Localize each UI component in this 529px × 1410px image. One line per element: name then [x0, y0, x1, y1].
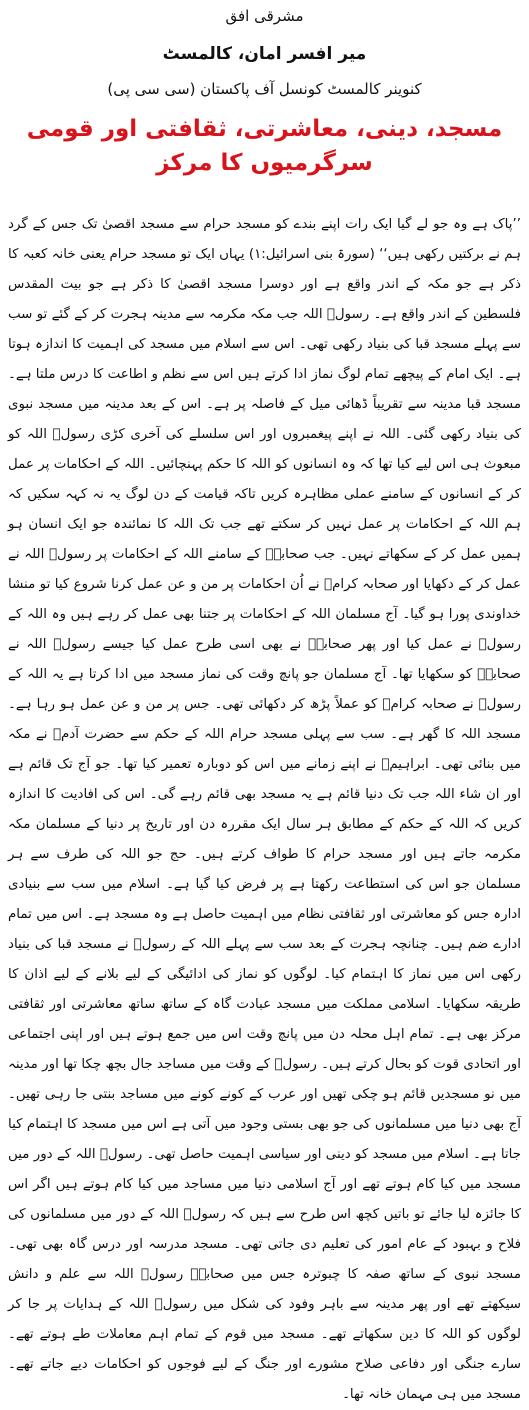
article-body	[8, 210, 521, 1410]
author-byline: میر افسر امان، کالمسٹ	[162, 44, 367, 64]
article-body-text: ’’پاک ہے وہ جو لے گیا ایک رات اپنے بندے کو مسجد حرام سے مسجد اقصیٰ تک جس کے گرد ہم نے برکتیں رکھی ہیں‘‘ (سورۃ بنی اسرائیل:۱) یہاں ایک تو مسجد حرام یعنی خانہ کعبہ کا ذکر ہے جو مکہ کے اندر واقع ہے اور دوسرا مسجد اقصیٰ کا ذکر ہے جو بیت المقدس فلسطین کے اندر واقع ہے۔ رسولؐ اللہ جب مکہ مکرمہ سے مدینہ ہجرت کر کے گئے تو سب سے پہلے مسجد قبا کی بنیاد رکھی تھی۔ اس سے اسلام میں مسجد کی اہمیت کا اندازہ ہوتا ہے۔ ایک امام کے پیچھے تمام لوگ نماز ادا کرتے ہیں اس سے نظم و اطاعت کا درس ملتا ہے۔ مسجد قبا مدینہ سے تقریباً ڈھائی میل کے فاصلہ پر ہے۔ اس کے بعد مدینہ میں مسجد نبوی کی بنیاد رکھی گئی۔ اللہ نے اپنے پیغمبروں اور اس سلسلے کی آخری کڑی رسولؐ اللہ کو مبعوث ہی اس لیے کیا تھا کہ وہ انسانوں کو اللہ کا حکم پہنچائیں۔ اللہ کے احکامات پر عمل کر کے انسانوں کے سامنے عملی مظاہرہ کریں تاکہ قیامت کے دن لوگ یہ نہ کہہ سکیں کہ ہم اللہ کے احکامات پر عمل نہیں کر سکتے تھے جب تک اللہ کا نمائندہ جو ایک انسان ہو ہمیں عمل کر کے سکھاتے نہیں۔ جب صحابہؓ کے سامنے اللہ کے احکامات پر رسولؐ اللہ نے عمل کر کے دکھایا اور صحابہ کرامؓ نے اُن احکامات پر من و عن عمل کرنا شروع کیا تو منشا خداوندی پورا ہو گیا۔ آج مسلمان اللہ کے احکامات پر جتنا بھی عمل کر رہے ہیں وہ اللہ کے رسولؐ نے عمل کیا اور پھر صحابہؓ نے بھی اسی طرح عمل کیا جیسے رسولؐ اللہ نے صحابہؓ کو سکھایا تھا۔ آج مسلمان جو پانچ وقت کی نماز مسجد میں ادا کرتا ہے یہ اللہ کے رسولؐ نے صحابہ کرامؓ کو عملاً پڑھ کر دکھائی تھی۔ جس پر من و عن عمل ہو رہا ہے۔ مسجد اللہ کا گھر ہے۔ سب سے پہلی مسجد حرام اللہ کے حکم سے حضرت آدمؑ نے مکہ میں بنائی تھی۔ ابراہیمؑ نے اپنے زمانے میں اس کو دوبارہ تعمیر کیا تھا۔ جو آج تک قائم ہے اور ان شاء اللہ جب تک دنیا قائم ہے یہ مسجد بھی قائم رہے گی۔ اس کی افادیت کا اندازہ کریں کہ اللہ کے حکم کے مطابق ہر سال ایک مقررہ دن اور تاریخ پر دنیا کے مسلمان مکہ مکرمہ جاتے ہیں اور مسجد حرام کا طواف کرتے ہیں۔ حج جو اللہ کی طرف سے ہر مسلمان جو اس کی استطاعت رکھتا ہے پر فرض کیا گیا ہے۔ اسلام میں سب سے بنیادی ادارہ جس کو معاشرتی اور ثقافتی نظام میں اہمیت حاصل ہے وہ مسجد ہے۔ اس میں تمام ادارے ضم ہیں۔ چنانچہ ہجرت کے بعد سب سے پہلے اللہ کے رسولؐ نے مسجد قبا کی بنیاد رکھی اس میں نماز کا اہتمام کیا۔ لوگوں کو نماز کی ادائیگی کے لیے بلانے کے لیے اذان کا طریقہ سکھایا۔ اسلامی مملکت میں مسجد عبادت گاہ کے ساتھ ساتھ معاشرتی اور ثقافتی مرکز بھی ہے۔ تمام اہل محلہ دن میں پانچ وقت اس میں جمع ہوتے ہیں اور اپنی اجتماعی اور اتحادی قوت کو بحال کرتے ہیں۔ رسولؐ کے وقت میں مساجد جال بچھ چکا تھا اور مدینہ میں نو مسجدیں قائم ہو چکی تھیں اور عرب کے کونے کونے میں مساجد بنتی جا رہی تھیں۔ آج بھی دنیا میں مسلمانوں کی جو بھی بستی وجود میں آتی ہے اس میں مسجد کا اہتمام کیا جاتا ہے۔ اسلام میں مسجد کو دینی اور سیاسی اہمیت حاصل تھی۔ رسولؐ اللہ کے دور میں مسجد میں کیا کام ہوتے تھے اور آج اسلامی دنیا میں مساجد میں کیا کام ہوتے ہیں اگر اس کا جائزہ لیا جائے تو باتیں کچھ اس طرح سے ہیں کہ رسولؐ اللہ کے دور میں مسلمانوں کی فلاح و بہبود کے عام امور کی تعلیم دی جاتی تھی۔ مسجد مدرسہ اور درس گاہ بھی تھی۔ مسجد نبوی کے ساتھ صفہ کا چبوترہ جس میں صحابہؓ رسولؐ اللہ سے علم و دانش سیکھتے تھے اور پھر مدینہ سے باہر وفود کی شکل میں رسولؐ اللہ کے ہدایات پر جا کر لوگوں کو اللہ کا دین سکھاتے تھے۔ مسجد میں قوم کے تمام اہم معاملات طے ہوتے تھے۔ سارے جنگی اور دفاعی صلاح مشورے اور جنگ کے لیے فوجوں کو احکامات دیے جاتے تھے۔ مسجد میں ہی مہمان خانہ تھا۔	[8, 217, 521, 1402]
article-headline: مسجد، دینی، معاشرتی، ثقافتی اور قومی سرگرمیوں کا مرکز	[26, 116, 503, 176]
column-kicker: مشرقی افق	[225, 7, 304, 25]
author-organization: کنوینر کالمسٹ کونسل آف پاکستان (سی سی پی)	[107, 80, 422, 98]
